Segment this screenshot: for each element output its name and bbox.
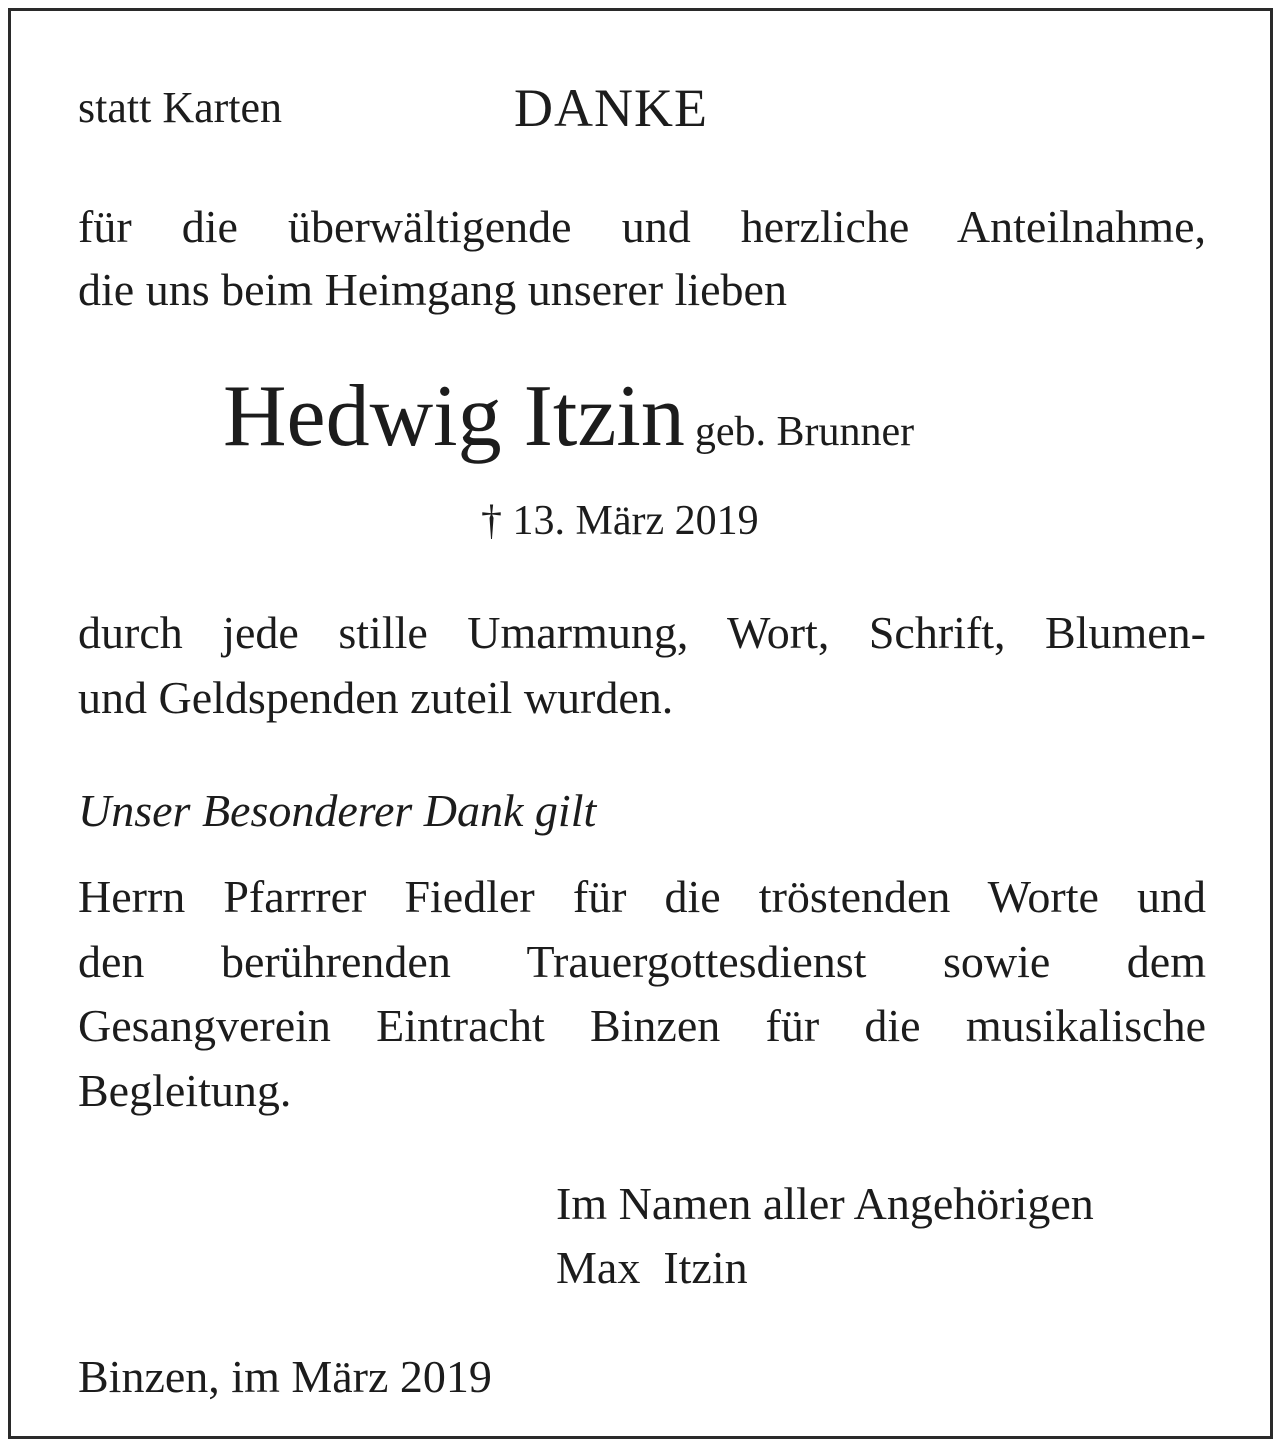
special-thanks-line-2: den berührenden Trauergottesdienst sowie dem [78, 936, 1206, 987]
special-thanks-line-4: Begleitung. [78, 1065, 292, 1116]
gratitude-line-2: und Geldspenden zuteil wurden. [78, 672, 674, 723]
special-thanks-line-3: Gesangverein Eintracht Binzen für die musikalische [78, 1000, 1206, 1051]
signature-name: Max Itzin [556, 1242, 748, 1293]
special-thanks-heading: Unser Besonderer Dank gilt [78, 785, 597, 836]
special-thanks-line-1: Herrn Pfarrrer Fiedler für die tröstenden Worte und [78, 871, 1206, 922]
deceased-name: Hedwig Itzin [223, 368, 685, 465]
deceased-name-row [223, 368, 915, 465]
intro-line-1: für die überwältigende und herzliche Anteilnahme, [78, 201, 1206, 252]
death-date: † 13. März 2019 [481, 498, 759, 544]
place-date: Binzen, im März 2019 [78, 1351, 492, 1402]
obituary-notice [8, 8, 1273, 1439]
signature-line-1: Im Namen aller Angehörigen [556, 1178, 1094, 1229]
birth-name: geb. Brunner [694, 409, 915, 455]
notice-title: DANKE [514, 78, 708, 138]
intro-line-2: die uns beim Heimgang unserer lieben [78, 264, 787, 315]
statt-karten-label: statt Karten [78, 83, 283, 132]
gratitude-line-1: durch jede stille Umarmung, Wort, Schrift, Blumen- [78, 607, 1206, 658]
